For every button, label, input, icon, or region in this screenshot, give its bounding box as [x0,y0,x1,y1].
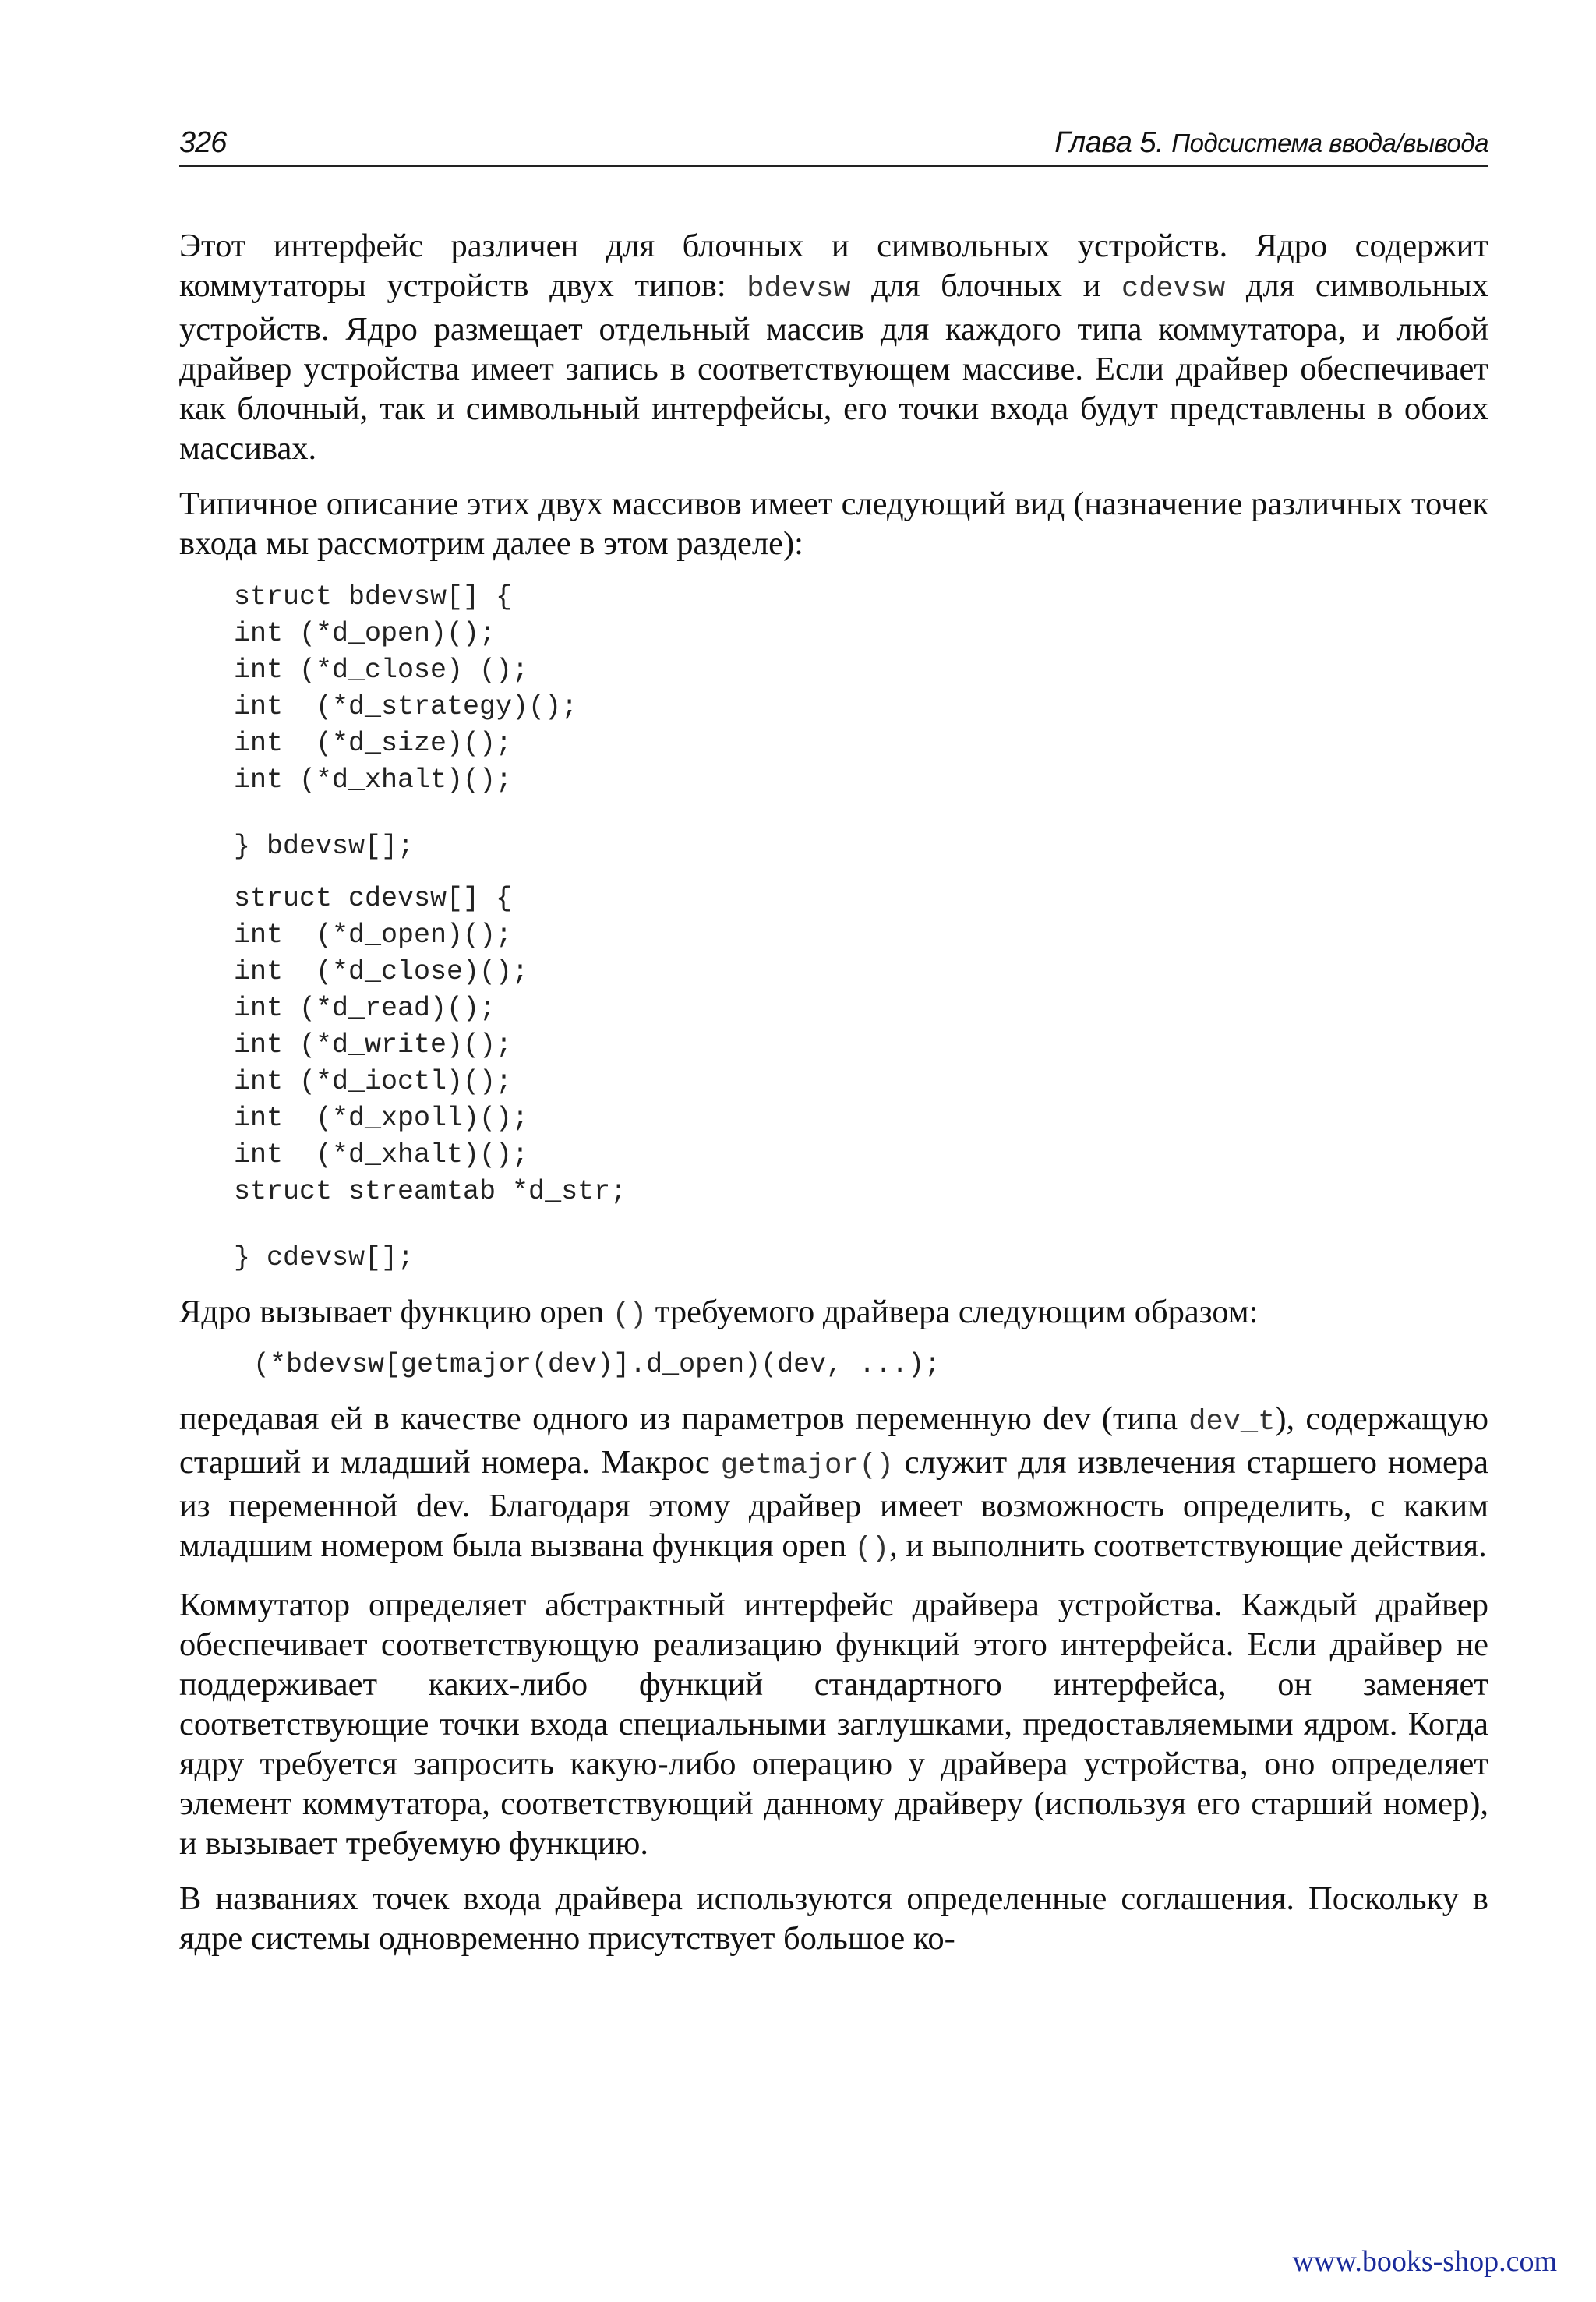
code-call-line: (*bdevsw[getmajor(dev)].d_open)(dev, ...); [253,1349,941,1380]
para1-text-3: для символьных устройств. Ядро размещает отдельный массив для каждого типа коммутатора, и любой драйвер устройства имеет запись в соответствующем массиве. Если драйвер обеспечивает как блочный, так и символьный интерфейсы, его точки входа будут представлены в обоих массивах. [179,267,1488,467]
code-line: int (*d_read)(); [234,993,496,1024]
paragraph-4 [179,1399,1488,1569]
paragraph-2: Типичное описание этих двух массивов имеет следующий вид (назначение различных точек входа мы рассмотрим далее в этом разделе): [179,485,1488,562]
code-line: int (*d_size)(); [234,728,513,759]
code-line-closing: } cdevsw[]; [234,1242,415,1273]
code-line: int (*d_xhalt)(); [234,764,513,796]
code-line: int (*d_xpoll)(); [234,1103,529,1134]
footer-url: www.books-shop.com [1292,2245,1557,2278]
code-line: int (*d_ioctl)(); [234,1066,513,1097]
chapter-label: Глава 5. [1054,126,1164,159]
code-parens: () [854,1533,890,1566]
paragraph-5: Коммутатор определяет абстрактный интерфейс драйвера устройства. Каждый драйвер обеспечивает соответствующую реализацию функций этого интерфейса. Если драйвер не поддерживает каких-либо функций стандартного интерфейса, он заменяет соответствующие точки входа специальными заглушками, предоставляемыми ядром. Когда ядру требуется запросить какую-либо операцию у драйвера устройства, оно определяет элемент коммутатора, соответствующий данному драйверу (используя его старший номер), и вызывает требуемую функцию. [179,1587,1488,1862]
code-cdevsw: cdevsw [1121,273,1226,305]
code-getmajor: getmajor() [720,1449,894,1482]
code-line-closing: } bdevsw[]; [234,831,415,862]
code-line: int (*d_close) (); [234,655,529,686]
code-block-cdevsw [234,881,1488,1276]
para3-text-2: требуемого драйвера следующим образом: [647,1294,1259,1330]
code-line: int (*d_open)(); [234,920,513,951]
para1-text-2: для блочных и [850,267,1121,304]
section-title: Подсистема ввода/вывода [1171,129,1488,157]
code-parens: () [612,1299,648,1332]
code-line: int (*d_close)(); [234,956,529,987]
page-header [179,125,1488,167]
code-block-bdevsw [234,579,1488,865]
para3-text-1: Ядро вызывает функцию open [179,1294,613,1330]
paragraph-3 [179,1292,1488,1336]
code-line: int (*d_open)(); [234,618,496,649]
code-line: int (*d_write)(); [234,1029,513,1061]
code-line: int (*d_strategy)(); [234,691,578,722]
code-line: int (*d_xhalt)(); [234,1139,529,1170]
code-line: struct streamtab *d_str; [234,1176,627,1207]
page-body [179,226,1488,1974]
para4-text-4: , и выполнить соответствующие действия. [889,1527,1487,1564]
paragraph-1 [179,226,1488,468]
para1-text-1: Этот интерфейс различен для блочных и символьных устройств. Ядро содержит коммутаторы устройств двух типов: [179,228,1488,304]
code-bdevsw: bdevsw [747,273,851,305]
code-line: struct cdevsw[] { [234,883,513,914]
para4-text-2: ), содержащую старший и младший номера. Макрос [179,1400,1488,1481]
page-number: 326 [179,126,227,159]
running-head [1054,126,1488,160]
code-line: struct bdevsw[] { [234,581,513,613]
paragraph-6: В названиях точек входа драйвера используются определенные соглашения. Поскольку в ядре системы одновременно присутствует большое ко- [179,1880,1488,1957]
code-dev-t: dev_t [1188,1406,1276,1439]
para4-text-1: передавая ей в качестве одного из параметров переменную dev (типа [179,1400,1189,1437]
para4-text-3: служит для извлечения старшего номера из переменной dev. Благодаря этому драйвер имеет возможность определить, с каким младшим номером была вызвана функция open [179,1444,1488,1564]
